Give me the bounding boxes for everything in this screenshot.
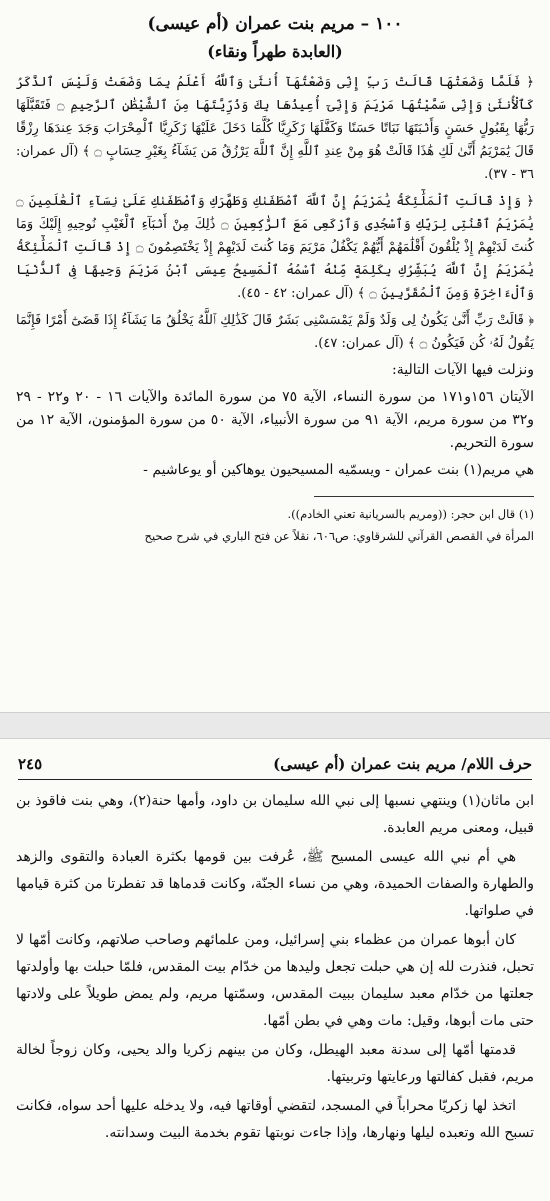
quran-passage-2 [16, 190, 534, 305]
page-1-body [16, 71, 534, 482]
running-head: حرف اللام/ مريم بنت عمران (أم عيسى) [273, 755, 532, 773]
page-2-body [16, 788, 534, 1147]
verse-reference-3: (آل عمران: ٤٧). [314, 336, 404, 351]
chapter-title: ١٠٠ – مريم بنت عمران (أم عيسى) [147, 14, 403, 34]
quran-passage-1 [16, 71, 534, 186]
footnote-2: المرأة في القصص القرآني للشرقاوي: ص٦٠٦، نقلاً عن فتح الباري في شرح صحيح [144, 529, 534, 543]
paragraph: قدمتها أمّها إلى سدنة معبد الهيطل، وكان من بينهم زكريا والد يحيى، وكان زوجاً لخالة مريم، فقبل كفالتها ورعايتها وتربيتها. [16, 1042, 534, 1085]
quran-verses-2: ﴿ وَإِذْ قَالَتِ ٱلْمَلَٰٓئِكَةُ يَٰمَرْيَمُ إِنَّ ٱللَّهَ ٱصْطَفَىٰكِ وَطَهَّرَكِ وَٱصْطَفَىٰكِ عَلَىٰ نِسَآءِ ٱلْعَٰلَمِينَ ۝ يَٰمَرْيَمُ ٱقْنُتِى لِرَبِّكِ وَٱسْجُدِى وَٱرْكَعِى مَعَ ٱلرَّٰكِعِينَ ۝ ذَٰلِكَ مِنْ أَنۢبَآءِ ٱلْغَيْبِ نُوحِيهِ إِلَيْكَ وَمَا كُنتَ لَدَيْهِمْ إِذْ يُلْقُونَ أَقْلَٰمَهُمْ أَيُّهُمْ يَكْفُلُ مَرْيَمَ وَمَا كُنتَ لَدَيْهِمْ إِذْ يَخْتَصِمُونَ ۝ إِذْ قَالَتِ ٱلْمَلَٰٓئِكَةُ يَٰمَرْيَمُ إِنَّ ٱللَّهَ يُبَشِّرُكِ بِكَلِمَةٍ مِّنْهُ ٱسْمُهُ ٱلْمَسِيحُ عِيسَى ٱبْنُ مَرْيَمَ وَجِيهًا فِى ٱلدُّنْيَا وَٱلْءَاخِرَةِ وَمِنَ ٱلْمُقَرَّبِينَ ۝ ﴾ [16, 194, 535, 301]
paragraph: اتخذ لها زكريّا محراباً في المسجد، لتقضي أوقاتها فيه، ولا يدخله عليها أحد سواه، فكانت تسبح الله وتعبده ليلها ونهارها، وإذا جاءت نوبتها تقوم بخدمة البيت وسدانته. [16, 1098, 534, 1141]
verses-list: الآيتان ١٥٦و١٧١ من سورة النساء، الآية ٧٥ من سورة المائدة والآيات ١٦ - ٢٠ و٢٢ - ٢٩ و٣٢ من سورة مريم، الآية ٩١ من سورة الأنبياء، الآية ٥٠ من سورة المؤمنون، الآية ١٢ من سورة التحريم. [16, 389, 534, 451]
book-page-2 [0, 738, 550, 1201]
page-number: ٢٤٥ [18, 755, 43, 773]
verses-intro: ونزلت فيها الآيات التالية: [392, 362, 534, 378]
lineage-line: هي مريم(١) بنت عمران - ويسمّيه المسيحيون يوهاكين أو يوعاشيم - [143, 462, 534, 478]
page-header [18, 755, 532, 780]
verse-reference-1: (آل عمران: ٣٦ - ٣٧). [16, 144, 534, 182]
footnote-separator [314, 496, 534, 497]
verse-reference-2: (آل عمران: ٤٢ - ٤٥). [237, 286, 354, 301]
quran-passage-3 [16, 309, 534, 355]
footnote-1: (١) قال ابن حجر: ((ومريم بالسريانية تعني الخادم)). [287, 507, 534, 521]
chapter-subtitle: (العابدة طهراً ونقاء) [207, 42, 343, 61]
paragraph: كان أبوها عمران من عظماء بني إسرائيل، ومن علمائهم وصاحب صلاتهم، وكانت أمّها لا تحبل، فنذرت لله إن هي حبلت تجعل وليدها من خدّام بيت المقدس، فلمّا حبلت بها وأولدتها جعلتها من خدّام معبد سليمان ببيت المقدس، وسمّتها مريم، ولم يمض طويلاً على ولادتها حتى مات أبوها، وقيل: مات وهي في بطن أمّها. [16, 932, 534, 1029]
quran-verses-3: ﴿ قَالَتْ رَبِّ أَنَّىٰ يَكُونُ لِى وَلَدٌ وَلَمْ يَمْسَسْنِى بَشَرٌ قَالَ كَذَٰلِكِ ٱللَّهُ يَخْلُقُ مَا يَشَآءُ إِذَا قَضَىٰٓ أَمْرًا فَإِنَّمَا يَقُولُ لَهُۥ كُن فَيَكُونُ ۝ ﴾ [16, 313, 534, 351]
paragraph: ابن ماثان(١) وينتهي نسبها إلى نبي الله سليمان بن داود، وأمها حنة(٢)، وهي بنت فاقوذ بن قبيل، ومعنى مريم العابدة. [16, 793, 534, 836]
paragraph: هي أم نبي الله عيسى المسيح ﷺ، عُرفت بين قومها بكثرة العبادة والتقوى والزهد والطهارة والصفات الحميدة، وهي من نساء الجنّة، وكانت قدماها قد تفطرتا من كثرة قيامها في صلواتها. [16, 849, 534, 919]
quran-verses-1: ﴿ فَلَمَّا وَضَعَتْهَا قَالَتْ رَبِّ إِنِّى وَضَعْتُهَآ أُنثَىٰ وَٱللَّهُ أَعْلَمُ بِمَا وَضَعَتْ وَلَيْسَ ٱلذَّكَرُ كَٱلْأُنثَىٰ وَإِنِّى سَمَّيْتُهَا مَرْيَمَ وَإِنِّىٓ أُعِيذُهَا بِكَ وَذُرِّيَّتَهَا مِنَ ٱلشَّيْطَٰنِ ٱلرَّجِيمِ ۝ فَتَقَبَّلَهَا رَبُّهَا بِقَبُولٍ حَسَنٍ وَأَنۢبَتَهَا نَبَاتًا حَسَنًا وَكَفَّلَهَا زَكَرِيَّا كُلَّمَا دَخَلَ عَلَيْهَا زَكَرِيَّا ٱلْمِحْرَابَ وَجَدَ عِندَهَا رِزْقًا قَالَ يَٰمَرْيَمُ أَنَّىٰ لَكِ هَٰذَا قَالَتْ هُوَ مِنْ عِندِ ٱللَّهِ إِنَّ ٱللَّهَ يَرْزُقُ مَن يَشَآءُ بِغَيْرِ حِسَابٍ ۝ ﴾ [16, 75, 534, 159]
